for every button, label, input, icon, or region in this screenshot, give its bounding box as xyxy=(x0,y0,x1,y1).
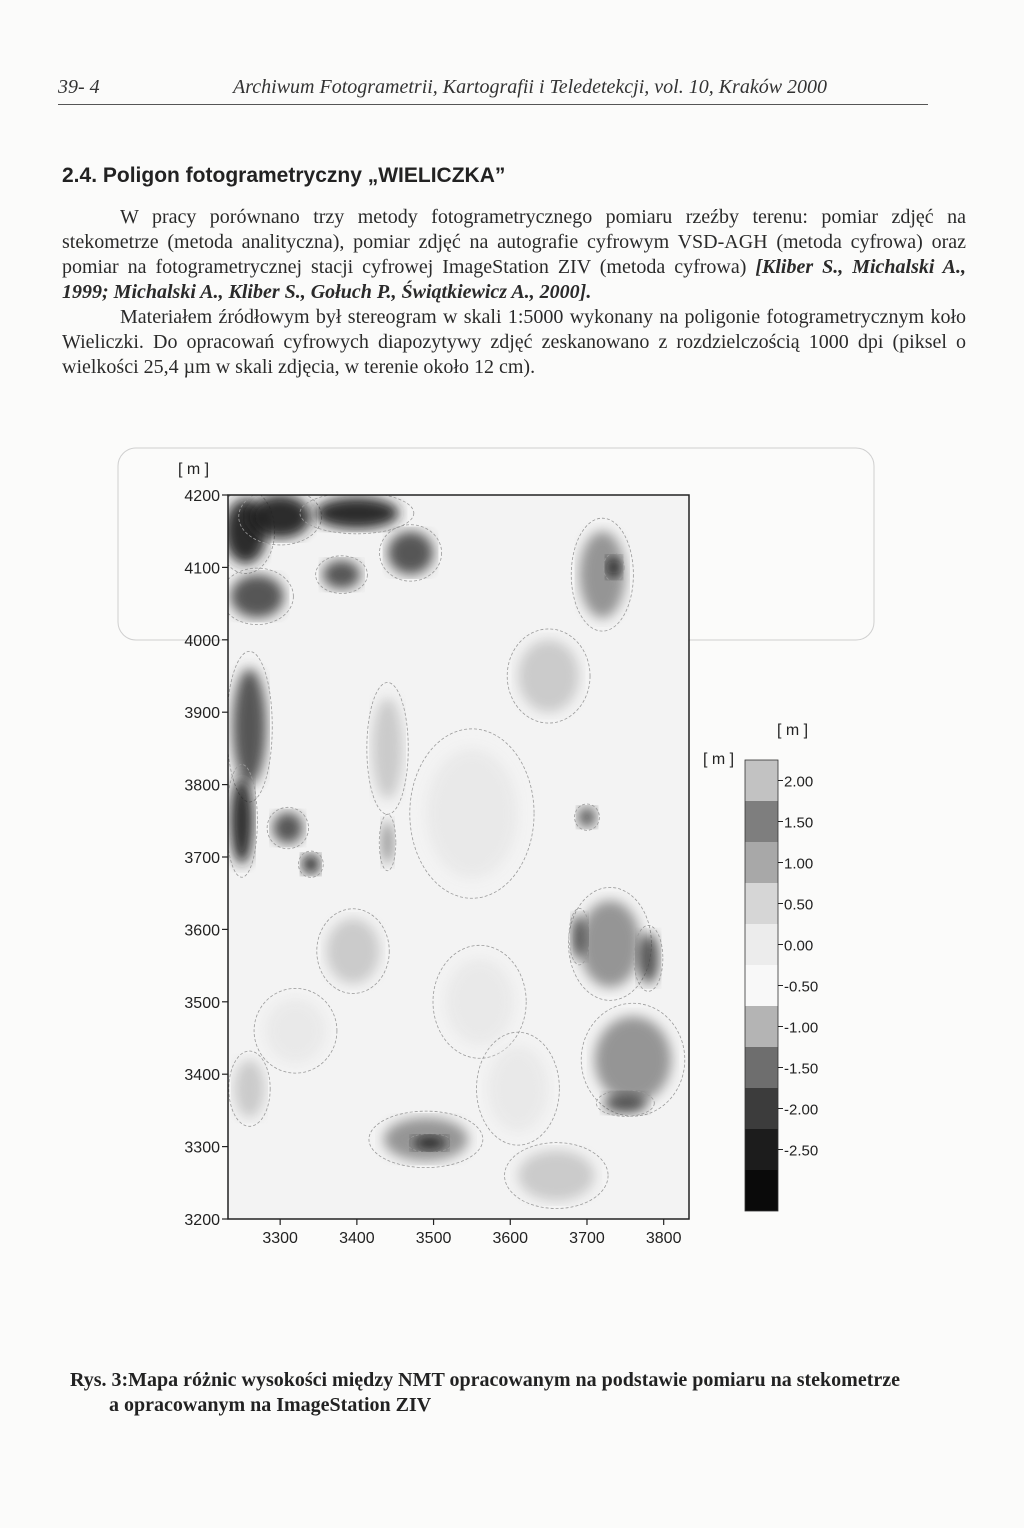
legend-swatch xyxy=(745,801,778,842)
legend xyxy=(745,722,818,1211)
contour-patch xyxy=(579,900,640,987)
x-tick-label: 3700 xyxy=(569,1230,605,1247)
legend-label: -1.50 xyxy=(784,1060,819,1078)
y-tick-label: 3700 xyxy=(184,850,220,867)
contour-patch xyxy=(302,854,320,874)
x-tick-label: 3800 xyxy=(645,1230,682,1247)
contour-patch xyxy=(233,669,267,785)
contour-patch xyxy=(265,998,326,1063)
legend-swatch xyxy=(745,1088,778,1129)
y-tick-label: 3400 xyxy=(184,1067,220,1085)
legend-label: 0.00 xyxy=(784,937,814,955)
paragraph-1-text: W pracy porównano trzy metody fotogrametrycznego pomiaru rzeźby terenu: pomiar zdjęć na stekometrze (metoda analityczna), pomiar zdjęć na autografie cyfrowym VSD-AGH (metoda cyfrowa) oraz pomiar na fotogrametrycznej stacji cyfrowej ImageStation ZIV (metoda cyfrowa) xyxy=(62,206,966,278)
y-tick-label: 3900 xyxy=(184,705,220,723)
contour-patch xyxy=(381,821,393,864)
contour-patch xyxy=(426,748,518,878)
y-tick-label: 3600 xyxy=(184,922,220,940)
caption-line-2: a opracowanym na ImageStation ZIV xyxy=(109,1394,432,1416)
y-tick-label: 3500 xyxy=(184,994,220,1012)
legend-label: -2.00 xyxy=(784,1101,819,1119)
contour-patch xyxy=(578,807,596,827)
y-axis-unit: [ m ] xyxy=(178,461,210,478)
contour-patch xyxy=(572,915,587,958)
page-number: 39- 4 xyxy=(58,76,100,98)
legend-swatch xyxy=(745,1006,778,1047)
journal-title: Archiwum Fotogrametrii, Kartografii i Teledetekcji, vol. 10, Kraków 2000 xyxy=(233,76,828,98)
paragraph-2: Materiałem źródłowym był stereogram w skali 1:5000 wykonany na poligonie fotogrametrycznym koło Wieliczki. Do opracowań cyfrowych diapozytywy zdjęć zeskanowano z rozdzielczością 1000 dpi (piksel o wielkości 25,4 µm w skali zdjęcia, w terenie około 12 cm). xyxy=(62,306,966,378)
contour-patch xyxy=(315,497,399,529)
plot-area xyxy=(217,488,689,1219)
contour-patch xyxy=(249,495,310,538)
x-axis-unit: [ m ] xyxy=(703,751,735,768)
legend-swatch xyxy=(745,1047,778,1088)
contour-patch xyxy=(326,919,380,984)
y-tick-label: 4200 xyxy=(184,488,220,505)
legend-label: 2.00 xyxy=(784,773,814,791)
contour-patch xyxy=(230,777,253,864)
legend-swatch xyxy=(745,760,778,801)
contour-patch xyxy=(322,560,360,589)
x-tick-label: 3600 xyxy=(492,1230,529,1247)
contour-patch xyxy=(604,1093,647,1113)
legend-label: -1.00 xyxy=(784,1019,819,1037)
legend-swatch xyxy=(745,965,778,1006)
y-axis xyxy=(184,488,228,1229)
contour-patch xyxy=(413,1136,447,1150)
legend-swatch xyxy=(745,924,778,965)
x-tick-label: 3300 xyxy=(262,1230,298,1247)
contour-patch xyxy=(388,531,434,574)
legend-swatch xyxy=(745,1170,778,1211)
legend-label: 0.50 xyxy=(784,896,814,914)
y-tick-label: 3200 xyxy=(184,1212,220,1229)
contour-patch xyxy=(230,575,284,618)
contour-patch xyxy=(518,1150,595,1201)
legend-unit: [ m ] xyxy=(777,722,809,739)
legend-label: -0.50 xyxy=(784,978,819,996)
contour-patch xyxy=(372,698,403,799)
contour-patch xyxy=(234,1060,265,1118)
contour-patch xyxy=(638,933,659,984)
citation: [Kliber S., Michalski A., 1999; Michalski A., Kliber S., Gołuch P., Świątkiewicz A., 2000]. xyxy=(62,256,966,303)
x-tick-label: 3400 xyxy=(339,1230,375,1247)
contour-patch xyxy=(272,812,303,844)
section-title: 2.4. Poligon fotogrametryczny „WIELICZKA” xyxy=(62,164,506,187)
y-tick-label: 4100 xyxy=(184,560,220,578)
legend-label: 1.00 xyxy=(784,855,814,873)
y-tick-label: 3800 xyxy=(184,777,220,795)
legend-swatch xyxy=(745,1129,778,1170)
y-tick-label: 3300 xyxy=(184,1139,220,1157)
caption-line-1: Rys. 3:Mapa różnic wysokości między NMT opracowanym na podstawie pomiaru na stekometrze xyxy=(70,1369,900,1391)
contour-patch xyxy=(518,640,579,712)
legend-swatch xyxy=(745,842,778,883)
figure-caption xyxy=(70,1368,970,1418)
contour-patch xyxy=(606,557,621,579)
contour-patch xyxy=(445,958,514,1045)
x-tick-label: 3500 xyxy=(415,1230,452,1247)
legend-label: 1.50 xyxy=(784,814,814,832)
contour-patch xyxy=(487,1045,548,1132)
y-tick-label: 4000 xyxy=(184,632,220,650)
legend-label: -2.50 xyxy=(784,1142,819,1160)
legend-swatch xyxy=(745,883,778,924)
x-axis xyxy=(262,1219,681,1247)
